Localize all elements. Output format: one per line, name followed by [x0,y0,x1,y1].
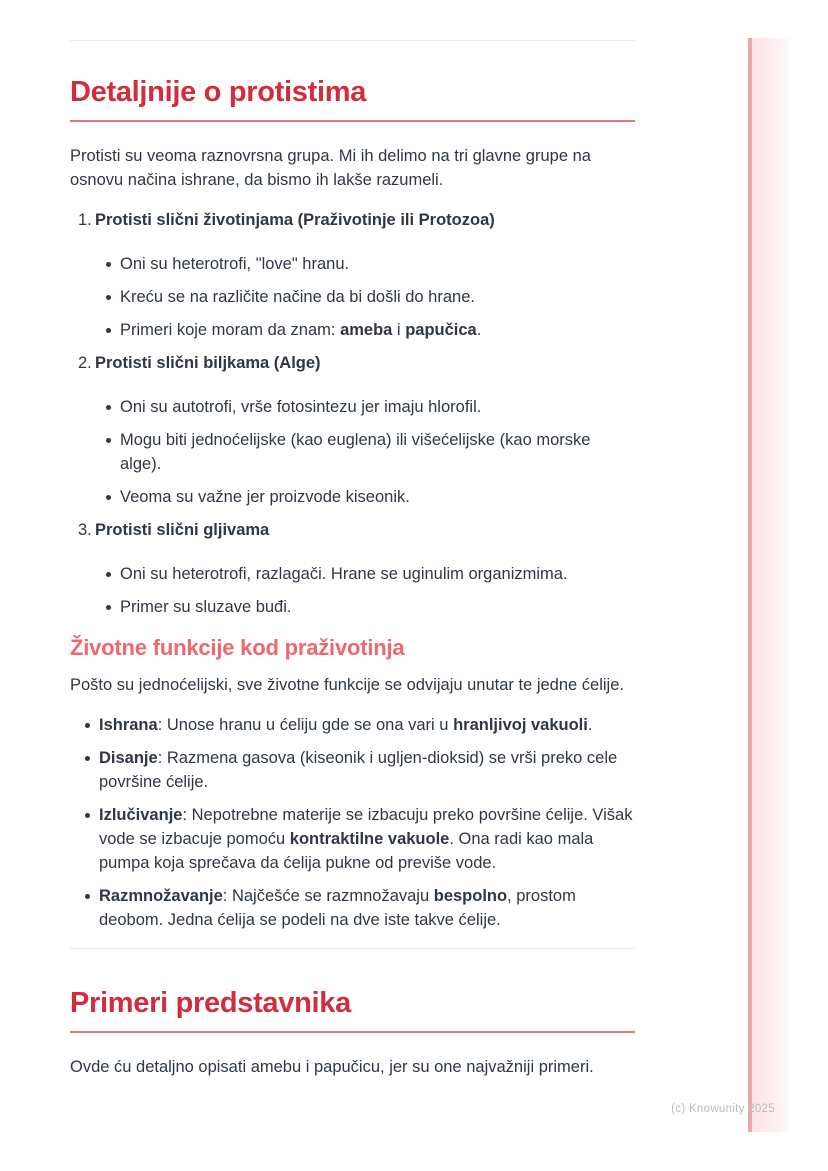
bullet-text [99,803,635,875]
bullet-marker [85,723,90,728]
bullet-marker [106,605,111,610]
group-bullet-item [106,395,635,419]
bold-text: Disanje [99,749,158,767]
watermark: (c) Knowunity 2025 [671,1103,775,1115]
protist-groups-list [70,208,635,619]
bold-text: ameba [340,321,393,339]
examples-intro: Ovde ću detaljno opisati amebu i papučicu, jer su one najvažniji primeri. [70,1058,594,1076]
protist-group-item [70,351,635,509]
group-bullet-item [106,562,635,586]
life-functions-intro: Pošto su jednoćelijski, sve životne funkcije se odvijaju unutar te jedne ćelije. [70,676,624,694]
right-accent-bar [748,38,790,1132]
plain-text: Veoma su važne jer proizvode kiseonik. [120,488,410,506]
bullet-text [120,318,481,342]
group-bullet-list [70,395,635,509]
life-function-item [85,746,635,794]
bullet-marker [106,328,111,333]
life-function-item [85,803,635,875]
bullet-marker [85,756,90,761]
group-bullet-item [106,318,635,342]
bullet-marker [106,572,111,577]
life-functions-list [70,713,635,932]
group-number: 1. [78,211,92,229]
bullet-marker [106,438,111,443]
plain-text: . [476,321,482,339]
bold-text: papučica [405,321,477,339]
group-bullet-item [106,595,635,619]
plain-text: Oni su heterotrofi, razlagači. Hrane se uginulim organizmima. [120,565,568,583]
life-function-item [85,713,635,737]
plain-text: : Razmena gasova (kiseonik i ugljen-dioksid) se vrši preko cele površine ćelije. [99,749,618,791]
plain-text: Kreću se na različite načine da bi došli do hrane. [120,288,475,306]
section-title-protists: Detaljnije o protistima [70,76,635,122]
bullet-text [120,428,635,476]
bullet-text [120,252,349,276]
bullet-marker [85,813,90,818]
section-title-examples: Primeri predstavnika [70,987,635,1033]
group-title: Protisti slični životinjama (Praživotinje ili Protozoa) [95,211,495,229]
bullet-text [120,562,568,586]
plain-text: i [392,321,406,339]
plain-text: . [587,716,593,734]
bullet-text [120,485,410,509]
plain-text: Oni su heterotrofi, "love" hranu. [120,255,350,273]
bullet-text [120,595,292,619]
protist-group-item [70,208,635,342]
life-function-item [85,884,635,932]
plain-text: Primer su sluzave buđi. [120,598,292,616]
group-heading [70,351,635,375]
group-number: 2. [78,354,92,372]
bold-text: hranljivoj vakuoli [453,716,588,734]
group-number: 3. [78,521,92,539]
group-bullet-list [70,252,635,342]
plain-text: , prostom deobom. Jedna ćelija se podeli na dve iste takve ćelije. [99,887,576,929]
group-bullet-item [106,428,635,476]
group-bullet-item [106,285,635,309]
plain-text: : Nepotrebne materije se izbacuju preko površine ćelije. Višak vode se izbacuje pomoću [99,806,633,848]
bullet-text [99,884,635,932]
bold-text: Razmnožavanje [99,887,223,905]
bold-text: Izlučivanje [99,806,183,824]
bullet-marker [106,262,111,267]
plain-text: . Ona radi kao mala pumpa koja sprečava da ćelija pukne od previše vode. [99,830,594,872]
document-content [70,0,635,1079]
bold-text: kontraktilne vakuole [289,830,450,848]
bullet-marker [85,894,90,899]
group-title: Protisti slični gljivama [95,521,270,539]
protist-group-item [70,518,635,619]
group-heading [70,208,635,232]
bullet-marker [106,495,111,500]
plain-text: Oni su autotrofi, vrše fotosintezu jer imaju hlorofil. [120,398,482,416]
group-bullet-list [70,562,635,619]
bullet-text [99,746,635,794]
plain-text: Mogu biti jednoćelijske (kao euglena) ili višećelijske (kao morske alge). [120,431,591,473]
bullet-marker [106,295,111,300]
intro-paragraph: Protisti su veoma raznovrsna grupa. Mi ih delimo na tri glavne grupe na osnovu načina ishrane, da bismo ih lakše razumeli. [70,147,591,189]
group-heading [70,518,635,542]
section-divider [70,948,635,949]
bold-text: Ishrana [99,716,158,734]
bold-text: bespolno [433,887,508,905]
bullet-text [120,395,481,419]
top-divider [70,40,635,41]
group-bullet-item [106,485,635,509]
bullet-text [120,285,475,309]
section-title-life-functions: Životne funkcije kod praživotinja [70,635,405,660]
plain-text: Primeri koje moram da znam: [120,321,341,339]
bullet-marker [106,405,111,410]
group-bullet-item [106,252,635,276]
plain-text: : Najčešće se razmnožavaju [222,887,434,905]
plain-text: : Unose hranu u ćeliju gde se ona vari u [157,716,454,734]
bullet-text [99,713,592,737]
group-title: Protisti slični biljkama (Alge) [95,354,321,372]
